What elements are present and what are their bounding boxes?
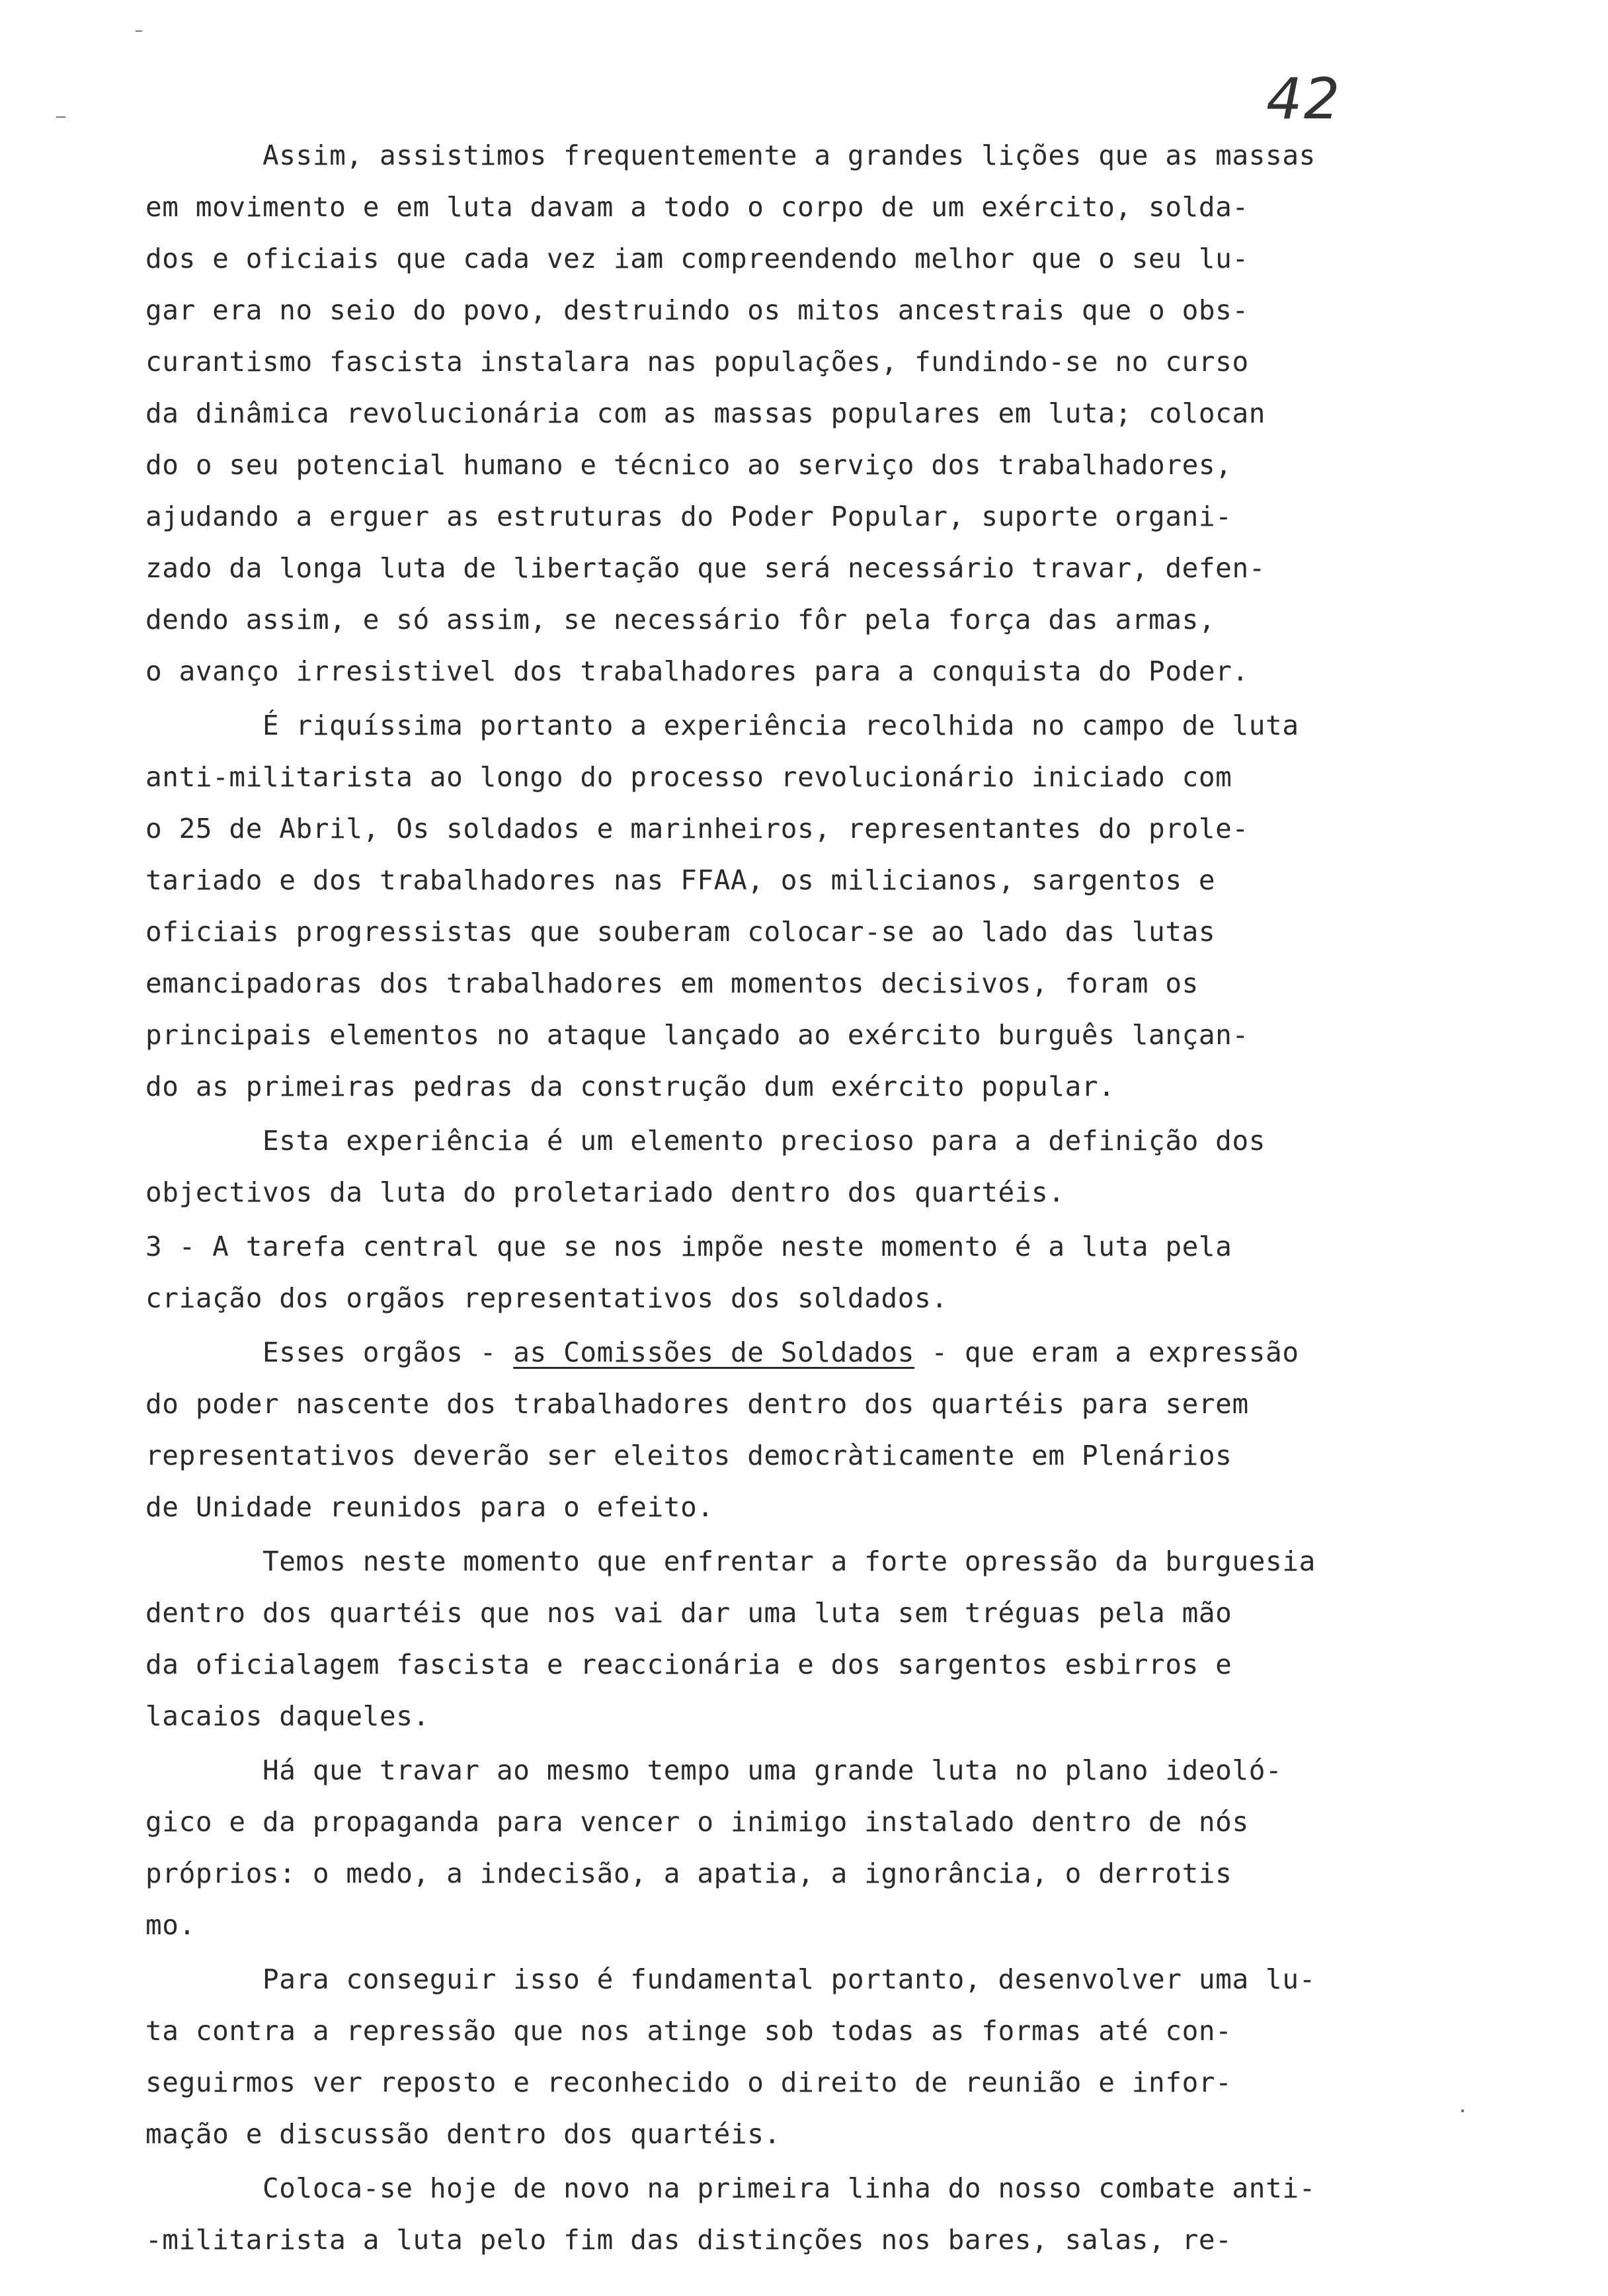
text-line: gar era no seio do povo, destruindo os mitos ancestrais que o obs- — [145, 294, 1249, 326]
text-line: -militarista a luta pelo fim das distinções nos bares, salas, re- — [145, 2224, 1232, 2256]
text-line: É riquíssima portanto a experiência recolhida no campo de luta — [145, 710, 1299, 741]
text-line: emancipadoras dos trabalhadores em momentos decisivos, foram os — [145, 967, 1199, 999]
text-line: gico e da propaganda para vencer o inimigo instalado dentro de nós — [145, 1806, 1249, 1838]
text-line: da dinâmica revolucionária com as massas populares em luta; colocan — [145, 397, 1266, 429]
text-line: seguirmos ver reposto e reconhecido o direito de reunião e infor- — [145, 2067, 1232, 2098]
text-line: de Unidade reunidos para o efeito. — [145, 1491, 714, 1523]
text-line: o 25 de Abril, Os soldados e marinheiros, representantes do prole- — [145, 813, 1249, 844]
text-line: criação dos orgãos representativos dos soldados. — [145, 1282, 948, 1314]
scan-speck — [56, 116, 65, 118]
text-line: Para conseguir isso é fundamental portanto, desenvolver uma lu- — [145, 1963, 1316, 1995]
text-line: Coloca-se hoje de novo na primeira linha do nosso combate anti- — [145, 2172, 1316, 2204]
text-line: dendo assim, e só assim, se necessário fôr pela força das armas, — [145, 604, 1216, 636]
text-line: do o seu potencial humano e técnico ao serviço dos trabalhadores, — [145, 449, 1232, 481]
page-number: 42 — [1266, 66, 1342, 132]
text-line: curantismo fascista instalara nas populações, fundindo-se no curso — [145, 346, 1249, 378]
text-line: Há que travar ao mesmo tempo uma grande luta no plano ideoló- — [145, 1754, 1283, 1786]
text-line: do as primeiras pedras da construção dum exército popular. — [145, 1071, 1115, 1102]
underlined-phrase: as Comissões de Soldados — [513, 1336, 915, 1368]
text-line: Assim, assistimos frequentemente a grandes lições que as massas — [145, 140, 1316, 171]
text-line: mo. — [145, 1909, 196, 1941]
text-line: representativos deverão ser eleitos democràticamente em Plenários — [145, 1440, 1232, 1471]
scan-speck — [1461, 2110, 1464, 2112]
text-line: principais elementos no ataque lançado ao exército burguês lançan- — [145, 1019, 1249, 1051]
text-line: oficiais progressistas que souberam colocar-se ao lado das lutas — [145, 916, 1216, 948]
text-line: dos e oficiais que cada vez iam compreendendo melhor que o seu lu- — [145, 243, 1249, 274]
text-line: 3 - A tarefa central que se nos impõe neste momento é a luta pela — [145, 1231, 1232, 1262]
text-line: em movimento e em luta davam a todo o corpo de um exército, solda- — [145, 191, 1249, 223]
scan-speck — [136, 30, 142, 32]
text-line: da oficialagem fascista e reaccionária e dos sargentos esbirros e — [145, 1649, 1232, 1680]
text-line: objectivos da luta do proletariado dentro dos quartéis. — [145, 1176, 1065, 1208]
text-line: lacaios daqueles. — [145, 1700, 430, 1732]
text-line: o avanço irresistivel dos trabalhadores para a conquista do Poder. — [145, 655, 1249, 687]
text-line: ta contra a repressão que nos atinge sob todas as formas até con- — [145, 2015, 1232, 2047]
text-line-tail: - que eram a expressão — [914, 1336, 1299, 1368]
text-line: mação e discussão dentro dos quartéis. — [145, 2118, 781, 2150]
text-line: zado da longa luta de libertação que será necessário travar, defen- — [145, 552, 1266, 584]
text-line: Esta experiência é um elemento precioso para a definição dos — [145, 1125, 1266, 1157]
text-line-head: Esses orgãos - — [145, 1336, 514, 1368]
text-line: próprios: o medo, a indecisão, a apatia, a ignorância, o derrotis — [145, 1858, 1232, 1889]
text-line: tariado e dos trabalhadores nas FFAA, os milicianos, sargentos e — [145, 864, 1216, 896]
text-line: ajudando a erguer as estruturas do Poder Popular, suporte organi- — [145, 501, 1232, 532]
text-line: Temos neste momento que enfrentar a forte opressão da burguesia — [145, 1545, 1316, 1577]
text-line: do poder nascente dos trabalhadores dentro dos quartéis para serem — [145, 1388, 1249, 1420]
text-line: anti-militarista ao longo do processo revolucionário iniciado com — [145, 761, 1232, 793]
text-line — [145, 1329, 1299, 1375]
text-line: dentro dos quartéis que nos vai dar uma luta sem tréguas pela mão — [145, 1597, 1232, 1629]
